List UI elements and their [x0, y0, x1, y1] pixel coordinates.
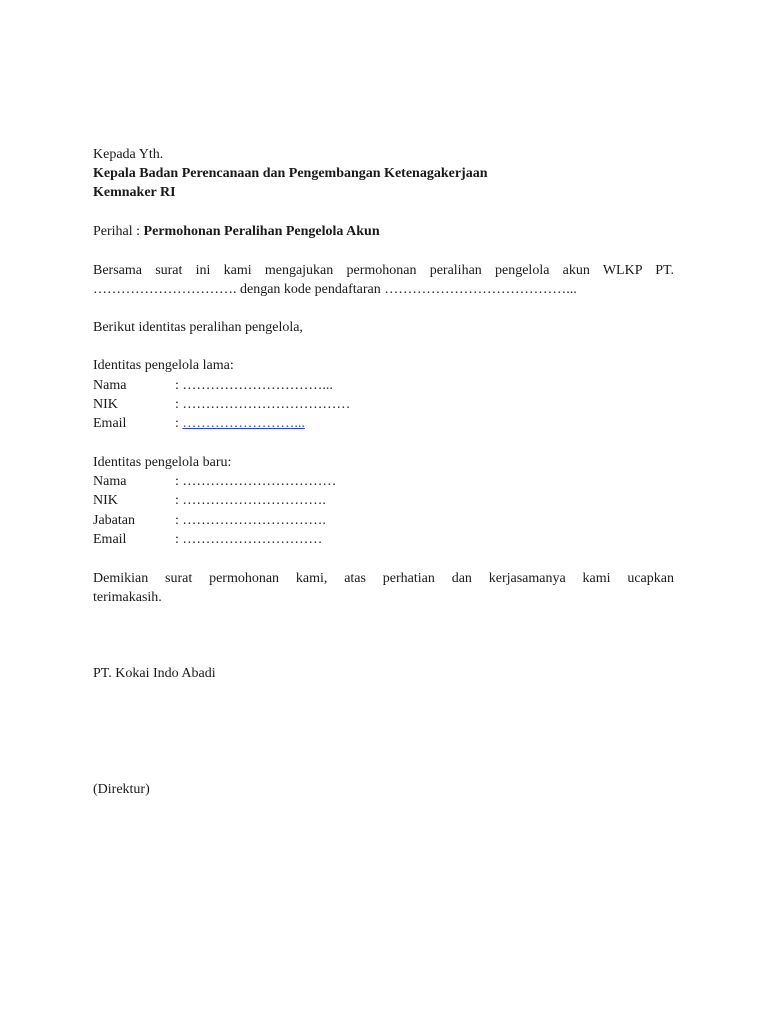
signature-title: (Direktur) — [93, 782, 150, 797]
old-email-link[interactable]: ……………………... — [182, 416, 305, 431]
old-email-label: Email — [93, 416, 127, 431]
signature-company: PT. Kokai Indo Abadi — [93, 666, 216, 681]
old-nik-value: : ……………………………… — [175, 397, 351, 412]
new-position-value: : …………………………. — [175, 513, 326, 528]
old-nik-label: NIK — [93, 397, 118, 412]
new-position-label: Jabatan — [93, 513, 135, 528]
registration-code-label: dengan kode pendaftaran — [236, 282, 385, 297]
new-name-label: Nama — [93, 474, 127, 489]
old-name-value: : …………………………... — [175, 378, 333, 393]
closing-line-2: terimakasih. — [93, 590, 162, 605]
body-line-1: Bersama surat ini kami mengajukan permohonan peralihan pengelola akun WLKP PT. — [93, 263, 674, 278]
subject-value: Permohonan Peralihan Pengelola Akun — [143, 224, 380, 239]
recipient-salutation: Kepada Yth. — [93, 147, 164, 162]
new-nik-value: : …………………………. — [175, 493, 326, 508]
recipient-line-1: Kepala Badan Perencanaan dan Pengembangan Ketenagakerjaan — [93, 166, 488, 181]
registration-code-blank: …………………………………... — [384, 282, 577, 297]
subject-line — [93, 222, 380, 241]
recipient-line-2: Kemnaker RI — [93, 185, 176, 200]
new-name-value: : …………………………… — [175, 474, 337, 489]
company-name-blank: …………………………. — [93, 282, 237, 297]
new-nik-label: NIK — [93, 493, 118, 508]
old-email-value-wrap — [175, 414, 305, 433]
identity-intro: Berikut identitas peralihan pengelola, — [93, 320, 303, 335]
body-line-2 — [93, 280, 577, 299]
subject-label: Perihal : — [93, 224, 144, 239]
new-manager-heading: Identitas pengelola baru: — [93, 455, 232, 470]
new-email-label: Email — [93, 532, 127, 547]
letter-page — [93, 0, 675, 1024]
old-name-label: Nama — [93, 378, 127, 393]
old-manager-heading: Identitas pengelola lama: — [93, 358, 234, 373]
new-email-value: : ………………………… — [175, 532, 323, 547]
closing-line-1: Demikian surat permohonan kami, atas perhatian dan kerjasamanya kami ucapkan — [93, 571, 674, 586]
old-email-colon: : — [175, 416, 183, 431]
